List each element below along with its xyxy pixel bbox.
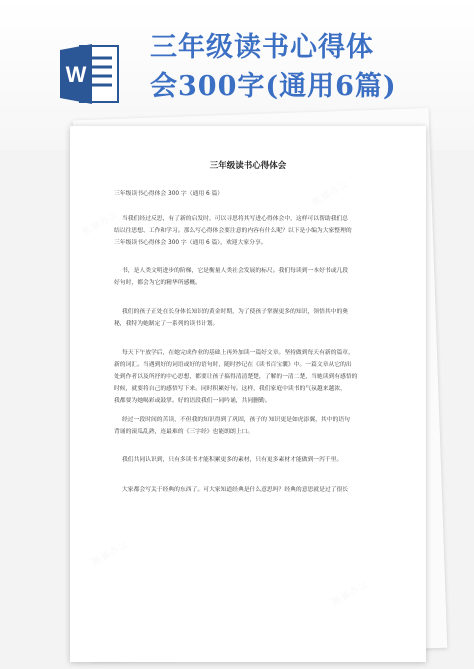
paragraph-line: 我都要为她喝彩或鼓掌。好的语段我们一同吟诵，共同删勤。 bbox=[114, 398, 271, 404]
paragraph-line: 秘，我特为她制定了一系列的读书计划。 bbox=[114, 321, 219, 327]
watermark bbox=[309, 177, 350, 208]
paragraph-line: 每天下午放学后，在她完成作业的基础上再外加读一篇好文章。坚持做到每天有新的篇章， bbox=[122, 350, 354, 356]
paragraph-line: 大家都会写关于经典的东西了。可大家知道经典是什么意思吗？经典的意思就是过了很长 bbox=[122, 487, 349, 493]
paragraph-line: 处到作者以及所抒的中心思想，都要让孩子搞得清清楚楚，了解的一清二楚，当她读到有感悟的 bbox=[114, 374, 358, 380]
paragraph-line: 当我们经过反思，有了新的启发时，可以寻思将其写进心得体会中，这样可以帮助我们总 bbox=[122, 216, 349, 222]
word-logo-letter: W bbox=[65, 62, 87, 87]
watermark bbox=[89, 537, 130, 568]
document-title: 三年级读书心得体会 bbox=[209, 161, 287, 171]
banner-title-line2: 会300字(通用6篇) bbox=[150, 71, 397, 102]
paragraph-line: 三年级读书心得体会 300 字（通用 6 篇），欢迎大家分享。 bbox=[114, 240, 267, 246]
document-page bbox=[70, 126, 426, 662]
paragraph-line: 我们的孩子正处在长身体长知识的黄金时期，为了使孩子掌握更多的知识，领悟其中的奥 bbox=[122, 309, 349, 315]
paragraph-line: 背诵的滚瓜乱熟，连最难的《三字经》也能朗朗上口。 bbox=[114, 429, 254, 435]
paragraph-line: 我们共同认识到，只有多读书才能积累更多的素材，只有更多素材才能做到一泻千里。 bbox=[122, 457, 343, 463]
banner-title-line1: 三年级读书心得体 bbox=[150, 32, 374, 63]
watermark bbox=[329, 577, 370, 608]
paragraph-line: 书，是人类文明进步的阶梯，它是衡量人类社会发展的标尺。我们每读到一本好书或几段 bbox=[122, 268, 349, 274]
paragraph-line: 经过一段时间的苦读，不但我的知识得到了巩固，孩子的 知识更是如虎添翼，其中的语句 bbox=[122, 417, 350, 423]
paragraph-line: 时候，就要将自己的感悟写下来。同时积累好句。这样，我们家庭中读书的气氛越来越浓， bbox=[114, 386, 346, 392]
word-document-icon bbox=[60, 40, 120, 108]
paragraph-line: 结以往思想、工作和学习。那么写心得体会要注意的内容有什么呢？以下是小编为大家整理的 bbox=[114, 228, 352, 234]
paragraph-line: 新的词汇。当遇到好的词语或好的语句时，随时抄记在《读书百宝囊》中。一篇文章从它的出 bbox=[114, 362, 352, 368]
paragraph-line: 好句时，都会为它的精华所感概。 bbox=[114, 280, 201, 286]
banner-title bbox=[150, 28, 470, 106]
doc-subtitle: 三年级读书心得体会 300 字（通用 6 篇） bbox=[114, 191, 224, 197]
watermark bbox=[219, 367, 260, 398]
